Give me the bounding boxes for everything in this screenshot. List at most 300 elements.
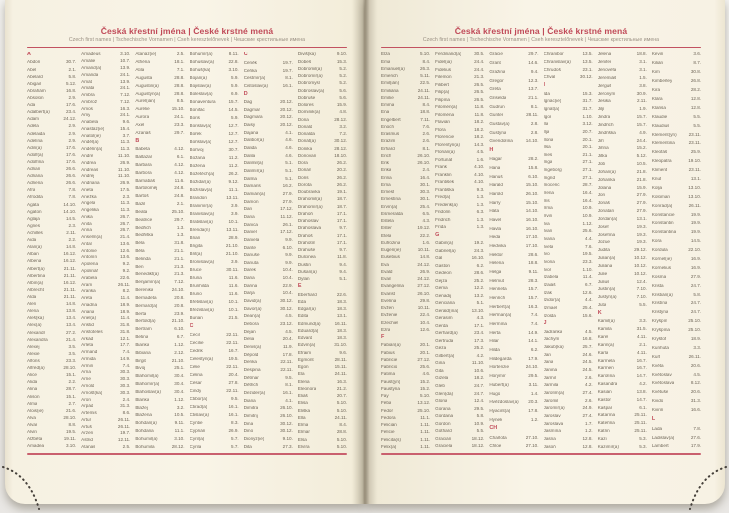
- first-name: Atanas: [81, 444, 96, 449]
- first-name: Erika: [381, 168, 392, 173]
- first-name: Brian: [189, 236, 201, 241]
- first-name: Čistoslav(a): [243, 83, 268, 88]
- name-day-date: 19.10.: [688, 158, 702, 164]
- first-name: Bořivoj: [189, 148, 204, 153]
- first-name: Ingrid: [543, 175, 556, 180]
- name-day-date: 29.5.: [528, 373, 539, 379]
- name-entry: [489, 296, 538, 301]
- name-day-date: 7.4.: [122, 349, 131, 355]
- name-day-date: 24.3.: [474, 247, 485, 253]
- name-day-date: 21.3.: [174, 271, 185, 277]
- name-entry: [135, 155, 184, 160]
- name-entry: [381, 161, 430, 166]
- name-day-date: 24.5.: [582, 367, 593, 373]
- name-day-date: 31.7.: [582, 105, 593, 111]
- name-entry: [298, 394, 347, 399]
- first-name: Jindra: [597, 115, 611, 120]
- name-entry: [135, 288, 184, 293]
- name-entry: [190, 268, 239, 273]
- name-column: [190, 52, 239, 449]
- first-name: Barnabáš: [135, 178, 156, 183]
- name-day-date: 28.12.: [334, 116, 348, 122]
- name-day-date: 10.9.: [474, 420, 485, 426]
- first-name: Drahoň: [297, 211, 313, 216]
- name-entry: [544, 376, 593, 381]
- name-entry: [598, 68, 647, 73]
- name-entry: [544, 422, 593, 427]
- first-name: Inocenc: [543, 183, 560, 188]
- name-entry: [135, 226, 184, 231]
- name-entry: [381, 139, 430, 144]
- name-day-date: 7.6.: [422, 123, 431, 129]
- name-day-date: 4.12.: [174, 146, 185, 152]
- name-entry: [27, 181, 76, 186]
- name-day-date: 12.7.: [228, 123, 239, 129]
- name-entry: [381, 89, 430, 94]
- name-day-date: 18.3.: [336, 298, 348, 304]
- name-day-date: 26.7.: [120, 220, 131, 226]
- name-entry: [381, 328, 430, 333]
- name-day-date: 8.5.: [176, 98, 185, 104]
- name-entry: [27, 359, 76, 364]
- name-day-date: 28.6.: [528, 251, 539, 257]
- name-entry: [298, 263, 347, 268]
- first-name: Dětřich: [243, 383, 259, 388]
- first-name: Erina: [381, 175, 392, 180]
- name-entry: [244, 322, 293, 327]
- first-name: Felicita(s): [381, 437, 401, 442]
- first-name: Knut: [651, 176, 662, 181]
- name-entry: [544, 298, 593, 303]
- name-day-date: 30.9.: [636, 90, 647, 96]
- first-name: Emiliána: [381, 88, 399, 93]
- name-day-date: 14.5.: [65, 215, 77, 221]
- name-day-date: 5.3.: [639, 443, 647, 449]
- name-day-date: 23.11.: [688, 167, 702, 173]
- name-entry: [652, 124, 701, 129]
- first-name: Bruna: [189, 276, 202, 281]
- first-name: Florentýn(a): [435, 142, 460, 147]
- name-entry: [489, 339, 538, 344]
- name-day-date: 3.8.: [639, 82, 647, 88]
- first-name: Beatrice: [135, 217, 153, 222]
- first-name: Branimír(a): [189, 204, 213, 209]
- first-name: Armida: [81, 356, 96, 361]
- name-entry: [244, 360, 293, 365]
- first-name: Krista: [651, 283, 664, 288]
- section-letter: H: [489, 146, 494, 153]
- name-entry: [544, 183, 593, 188]
- name-entry: [544, 391, 593, 396]
- first-name: Gvendolína: [489, 139, 513, 144]
- name-day-date: 26.2.: [336, 174, 348, 180]
- first-name: Juliána: [597, 263, 613, 268]
- name-day-date: 9.6.: [339, 349, 348, 355]
- first-name: Bruce: [189, 268, 202, 273]
- first-name: Ida: [543, 91, 550, 96]
- name-day-date: 9.5.: [285, 374, 293, 380]
- name-entry: [544, 368, 593, 373]
- name-day-date: 29.8.: [419, 297, 431, 303]
- first-name: Davor(a): [243, 306, 262, 311]
- name-day-date: 24.10.: [525, 364, 539, 370]
- name-day-date: 18.9.: [120, 301, 131, 307]
- name-entry: [435, 264, 484, 269]
- name-entry: [598, 398, 647, 403]
- name-day-date: 11.1.: [228, 187, 239, 193]
- name-entry: [81, 289, 130, 294]
- name-entry: [381, 205, 430, 210]
- first-name: Kamil(a): [597, 319, 615, 324]
- name-day-date: 12.1.: [120, 335, 131, 341]
- name-day-date: 1.11.: [420, 443, 431, 449]
- name-entry: [135, 179, 184, 184]
- first-name: Gedeon: [435, 271, 452, 276]
- name-entry: [190, 204, 239, 209]
- name-entry: [435, 279, 484, 284]
- name-entry: [652, 337, 701, 342]
- name-day-date: 14.5.: [228, 107, 239, 113]
- first-name: Flora: [435, 127, 446, 132]
- name-day-date: 16.4.: [582, 190, 593, 196]
- first-name: Berenika: [135, 288, 154, 293]
- name-entry: [298, 293, 347, 298]
- name-day-date: 26.11.: [117, 423, 131, 429]
- first-name: Eugen(ie): [381, 248, 401, 253]
- name-day-date: 8.1.: [422, 145, 431, 151]
- first-name: Harry: [489, 200, 501, 205]
- first-name: Andriana: [81, 181, 100, 186]
- name-day-date: 18.2.: [474, 119, 485, 125]
- name-day-date: 19.5.: [228, 355, 239, 361]
- first-name: Aranka: [81, 289, 96, 294]
- name-day-date: 24.4.: [474, 66, 485, 72]
- first-name: Egmont: [297, 357, 314, 362]
- name-day-date: 11.10.: [117, 173, 131, 179]
- name-entry: [190, 357, 239, 362]
- name-entry: [435, 301, 484, 306]
- name-day-date: 19.3.: [636, 231, 647, 237]
- first-name: Gordana: [435, 414, 454, 419]
- name-day-date: 14.10.: [63, 201, 77, 207]
- first-name: Bořislav(a): [189, 140, 212, 145]
- name-day-date: 16.8.: [65, 87, 77, 93]
- first-name: Eliška: [297, 408, 311, 413]
- name-day-date: 25.11.: [634, 420, 647, 426]
- name-day-date: 22.11.: [226, 339, 239, 345]
- name-entry: [135, 445, 184, 450]
- name-day-date: 7.2.: [339, 131, 348, 137]
- name-entry: [27, 82, 76, 87]
- name-entry: [381, 365, 430, 370]
- name-day-date: 28.8.: [174, 82, 185, 88]
- name-entry: [652, 159, 701, 164]
- name-entry: [81, 93, 130, 98]
- name-day-date: 4.5.: [285, 313, 293, 319]
- name-day-date: 14.1.: [528, 338, 539, 344]
- first-name: Helga: [489, 270, 502, 275]
- first-name: Bivoj: [135, 366, 146, 371]
- name-day-date: 13.4.: [65, 322, 77, 328]
- name-day-date: 2.3.: [68, 222, 77, 228]
- name-entry: [381, 118, 430, 123]
- name-day-date: 5.1.: [285, 175, 293, 181]
- first-name: Cyril(a): [189, 436, 205, 441]
- name-entry: [544, 252, 593, 257]
- name-day-date: 31.8.: [120, 322, 131, 328]
- first-name: Kazi: [597, 436, 607, 441]
- name-day-date: 3.9.: [231, 203, 239, 209]
- first-name: Alexandra: [27, 337, 48, 342]
- name-day-date: 21.10.: [171, 357, 185, 363]
- name-entry: [298, 103, 347, 108]
- name-day-date: 14.10.: [525, 138, 539, 144]
- first-name: Cedrik: [189, 348, 203, 353]
- first-name: Anika: [81, 214, 93, 219]
- first-name: Ctibor(a): [189, 396, 208, 401]
- name-entry: [81, 255, 130, 260]
- name-entry: [435, 241, 484, 246]
- name-entry: [489, 131, 538, 136]
- name-entry: [435, 407, 484, 412]
- name-entry: [544, 75, 593, 80]
- name-day-date: 7.4.: [530, 312, 539, 318]
- first-name: Adin(a): [27, 145, 42, 150]
- name-entry: [652, 444, 701, 449]
- first-name: Erik: [381, 161, 389, 166]
- name-entry: [298, 329, 347, 334]
- name-entry: [298, 343, 347, 348]
- first-name: Antal: [81, 241, 92, 246]
- first-name: Blažej: [135, 405, 148, 410]
- name-entry: [435, 135, 484, 140]
- name-entry: [27, 167, 76, 172]
- first-name: Anabela: [81, 120, 99, 125]
- name-entry: [435, 422, 484, 427]
- name-day-date: 5.12.: [636, 153, 647, 159]
- name-entry: [598, 240, 647, 245]
- name-day-date: 10.4.: [282, 267, 293, 273]
- name-entry: [298, 110, 347, 115]
- first-name: Eberhard: [297, 292, 317, 297]
- name-entry: [135, 186, 184, 191]
- first-name: Čeňka: [243, 68, 257, 73]
- section-letter: G: [435, 231, 440, 238]
- first-name: Antonie: [81, 248, 97, 253]
- name-day-date: 14.3.: [474, 141, 485, 147]
- name-entry: [81, 283, 130, 288]
- first-name: Darja: [243, 291, 255, 296]
- name-day-date: 9.9.: [285, 236, 293, 242]
- first-name: Bartoš: [135, 194, 149, 199]
- first-name: Angela: [81, 201, 96, 206]
- name-day-date: 18.9.: [690, 335, 702, 341]
- name-day-date: 8.6.: [122, 410, 131, 416]
- first-name: Jarmila: [543, 383, 559, 388]
- name-entry: [435, 105, 484, 110]
- name-entry: [244, 61, 293, 66]
- name-day-date: 24.7.: [690, 282, 702, 288]
- name-entry: [135, 351, 184, 356]
- name-day-date: 14.6.: [528, 60, 539, 66]
- name-day-date: 9.2.: [122, 267, 131, 273]
- name-day-date: 10.7.: [120, 58, 131, 64]
- name-day-date: 21.1.: [582, 151, 593, 157]
- name-entry: [435, 437, 484, 442]
- name-entry: [652, 248, 701, 253]
- name-day-date: 11.3.: [120, 200, 131, 206]
- name-entry: [489, 87, 538, 92]
- first-name: Emílie: [381, 95, 394, 100]
- name-day-date: 27.9.: [636, 192, 647, 198]
- first-name: Cyrila: [189, 444, 202, 449]
- first-name: Evženie: [381, 313, 398, 318]
- name-day-date: 19.1.: [336, 189, 348, 195]
- first-name: Gina: [435, 361, 445, 366]
- name-day-date: 13.8.: [65, 308, 77, 314]
- first-name: Gordon: [435, 421, 451, 426]
- first-name: Dalibor(a): [243, 138, 264, 143]
- name-entry: [298, 132, 347, 137]
- first-name: Fabricio: [381, 365, 398, 370]
- first-name: Adolfína: [27, 159, 44, 164]
- first-name: Gorana: [435, 406, 451, 411]
- first-name: Ezra: [381, 327, 391, 332]
- name-day-date: 3.2.: [339, 123, 348, 129]
- name-entry: [81, 377, 130, 382]
- name-day-date: 30.1.: [419, 181, 431, 187]
- name-day-date: 2.6.: [422, 131, 431, 137]
- name-entry: [135, 374, 184, 379]
- name-entry: [489, 392, 538, 397]
- first-name: Irena: [543, 191, 554, 196]
- name-day-date: 5.9.: [231, 115, 239, 121]
- name-day-date: 26.11.: [688, 202, 702, 208]
- first-name: Jindřich: [597, 122, 614, 127]
- name-entry: [190, 180, 239, 185]
- name-entry: [435, 180, 484, 185]
- name-day-date: 26.9.: [120, 159, 131, 165]
- first-name: Alma: [27, 401, 38, 406]
- name-entry: [381, 96, 430, 101]
- name-day-date: 20.8.: [174, 294, 185, 300]
- name-entry: [544, 260, 593, 265]
- name-entry: [435, 294, 484, 299]
- name-day-date: 26.10.: [417, 152, 431, 158]
- first-name: Grácie: [489, 52, 503, 57]
- name-day-date: 30.8.: [690, 69, 702, 75]
- first-name: Anastáz(ie): [81, 126, 105, 131]
- first-name: Edvard: [297, 336, 313, 341]
- name-entry: [652, 427, 701, 432]
- name-day-date: 20.6.: [690, 362, 702, 368]
- first-name: Dajana: [243, 130, 259, 135]
- name-entry: [652, 364, 701, 369]
- name-entry: [27, 288, 76, 293]
- name-entry: [81, 249, 130, 254]
- name-day-date: 26.9.: [120, 180, 131, 186]
- name-day-date: 14.8.: [65, 301, 77, 307]
- name-entry: [190, 164, 239, 169]
- first-name: Barbora: [135, 170, 152, 175]
- name-entry: [27, 331, 76, 336]
- first-name: Bedřich: [135, 225, 151, 230]
- name-day-date: 26.6.: [65, 173, 77, 179]
- name-day-date: 21.1.: [528, 94, 539, 100]
- name-day-date: 18.8.: [528, 260, 539, 266]
- first-name: Chrudoš: [543, 67, 561, 72]
- name-day-date: 30.12.: [280, 428, 293, 434]
- first-name: Árpád: [81, 404, 94, 409]
- name-day-date: 14.8.: [65, 244, 77, 250]
- first-name: Adolf(a): [27, 152, 44, 157]
- name-entry: [598, 52, 647, 57]
- name-entry: [27, 437, 76, 442]
- name-day-date: 28.8.: [174, 90, 185, 96]
- section-letter: B: [135, 137, 140, 144]
- name-entry: [27, 203, 76, 208]
- name-entry: [81, 425, 130, 430]
- first-name: Borislav(a): [189, 124, 212, 129]
- name-entry: [598, 154, 647, 159]
- name-day-date: 11.4.: [120, 295, 131, 301]
- name-day-date: 5.10.: [336, 443, 348, 449]
- name-entry: [544, 237, 593, 242]
- name-entry: [544, 330, 593, 335]
- name-entry: [298, 96, 347, 101]
- name-day-date: 22.6.: [120, 274, 131, 280]
- first-name: Františka: [435, 187, 455, 192]
- name-day-date: 15.2.: [419, 385, 431, 391]
- name-entry: [435, 256, 484, 261]
- first-name: Burian: [189, 315, 203, 320]
- name-day-date: 28.8.: [336, 429, 348, 435]
- name-day-date: 16.1.: [282, 82, 293, 88]
- name-day-date: 26.7.: [120, 227, 131, 233]
- first-name: Jaromír(a): [543, 406, 565, 411]
- name-day-date: 5.5.: [639, 301, 647, 307]
- first-name: Judita: [597, 248, 610, 253]
- name-day-date: 24.12.: [63, 116, 77, 122]
- name-entry: [244, 422, 293, 427]
- name-entry: [298, 74, 347, 79]
- name-day-date: 21.10.: [171, 318, 185, 324]
- name-entry: [81, 127, 130, 132]
- first-name: Julian(a): [597, 256, 616, 261]
- name-day-date: 25.2.: [474, 277, 485, 283]
- name-day-date: 16.3.: [528, 303, 539, 309]
- first-name: Ben: [135, 264, 144, 269]
- first-name: Gerald(ína): [435, 308, 459, 313]
- first-name: Emil(ián): [381, 81, 400, 86]
- name-day-date: 15.3.: [336, 58, 348, 64]
- first-name: Jarmil: [543, 375, 556, 380]
- name-entry: [652, 106, 701, 111]
- name-day-date: 28.11.: [334, 356, 348, 362]
- first-name: Eda: [297, 299, 307, 304]
- name-day-date: 26.11.: [117, 281, 131, 287]
- first-name: Artur: [81, 417, 92, 422]
- name-entry: [135, 194, 184, 199]
- name-day-date: 22.11.: [226, 331, 239, 337]
- page-subtitle: Czech first names | Tschechische Vornamen | Cseh keresztelőnevek | Чешские крестильные имена: [422, 37, 660, 44]
- first-name: Ambrož: [81, 99, 97, 104]
- name-entry: [190, 92, 239, 97]
- name-day-date: 9.3.: [476, 186, 485, 192]
- name-day-date: 26.10.: [280, 412, 293, 418]
- name-entry: [27, 323, 76, 328]
- first-name: Ilja: [543, 129, 550, 134]
